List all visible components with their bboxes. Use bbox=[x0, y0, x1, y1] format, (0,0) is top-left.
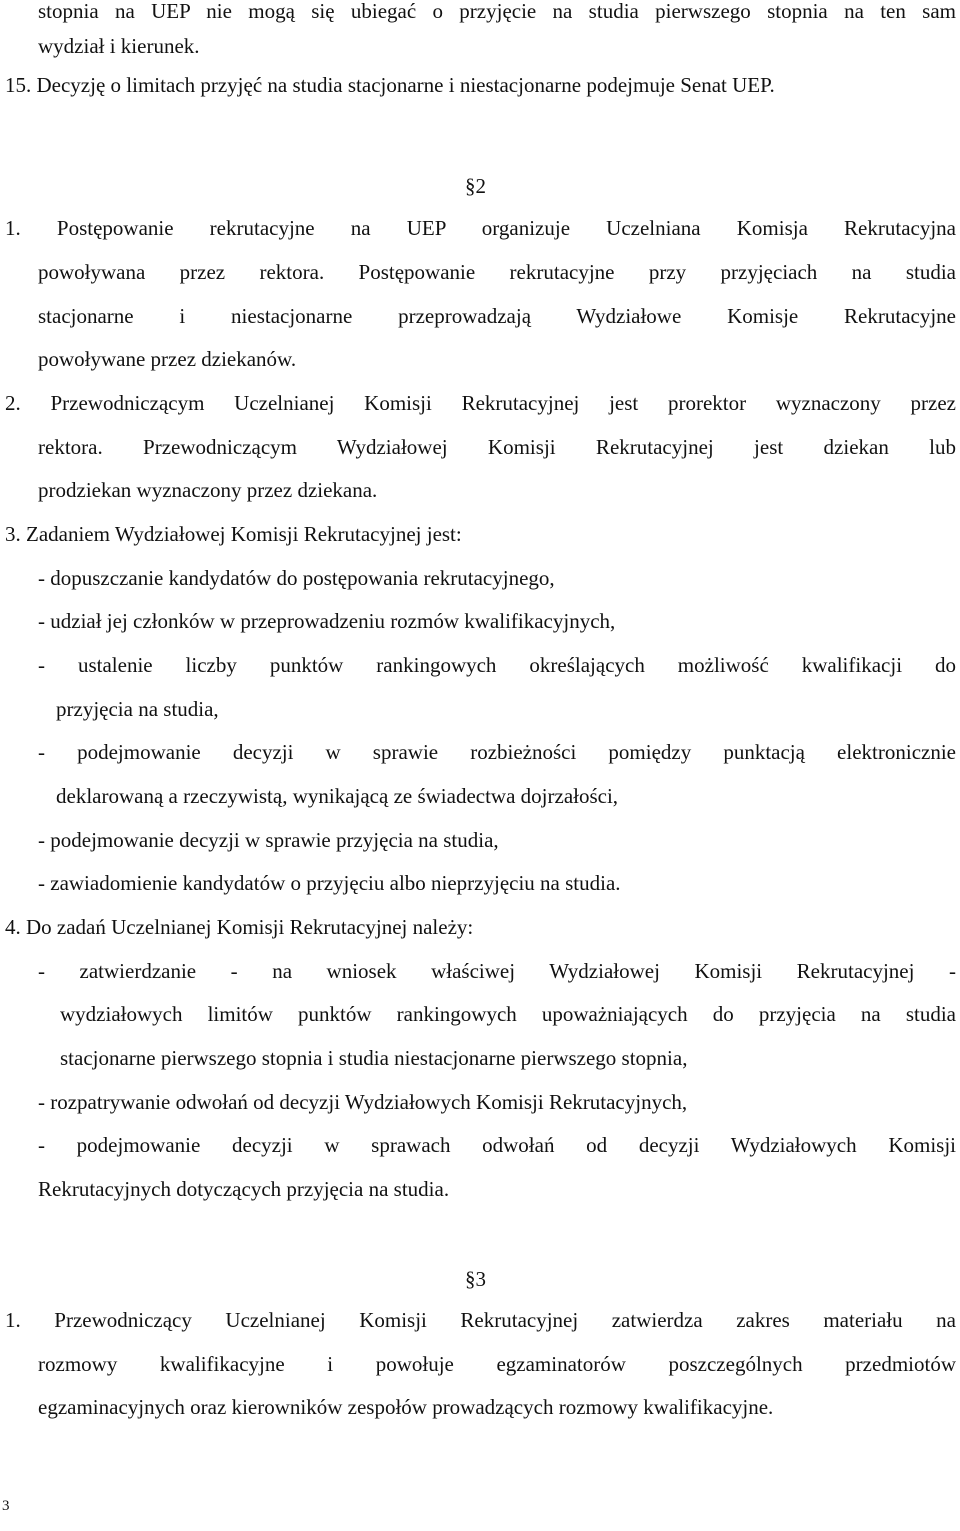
text-line: 4. Do zadań Uczelnianej Komisji Rekrutacyjnej należy: bbox=[5, 915, 474, 939]
list-item-continuation: stacjonarne pierwszego stopnia i studia niestacjonarne pierwszego stopnia, bbox=[60, 1046, 688, 1070]
list-item: - udział jej członków w przeprowadzeniu rozmów kwalifikacyjnych, bbox=[38, 609, 616, 633]
text-line: rektora. Przewodniczącym Wydziałowej Komisji Rekrutacyjnej jest dziekan lub bbox=[38, 435, 956, 459]
list-item: - dopuszczanie kandydatów do postępowania rekrutacyjnego, bbox=[38, 566, 555, 590]
list-item-continuation: wydziałowych limitów punktów rankingowych upoważniających do przyjęcia na studia bbox=[60, 1002, 956, 1026]
text-line: powoływana przez rektora. Postępowanie rekrutacyjne przy przyjęciach na studia bbox=[38, 260, 956, 284]
list-item: - rozpatrywanie odwołań od decyzji Wydziałowych Komisji Rekrutacyjnych, bbox=[38, 1090, 688, 1114]
text-line: 1. Przewodniczący Uczelnianej Komisji Rekrutacyjnej zatwierdza zakres materiału na bbox=[5, 1308, 956, 1332]
text-line: 3. Zadaniem Wydziałowej Komisji Rekrutacyjnej jest: bbox=[5, 522, 462, 546]
list-item: - zawiadomienie kandydatów o przyjęciu albo nieprzyjęciu na studia. bbox=[38, 871, 621, 895]
section-heading: §2 bbox=[465, 174, 486, 198]
list-item-continuation: przyjęcia na studia, bbox=[56, 697, 219, 721]
list-item: - podejmowanie decyzji w sprawach odwołań od decyzji Wydziałowych Komisji bbox=[38, 1133, 956, 1157]
text-line: wydział i kierunek. bbox=[38, 34, 200, 58]
list-item-continuation: Rekrutacyjnych dotyczących przyjęcia na studia. bbox=[38, 1177, 450, 1201]
text-line: powoływane przez dziekanów. bbox=[38, 347, 297, 371]
list-item: - podejmowanie decyzji w sprawie rozbieżności pomiędzy punktacją elektronicznie bbox=[38, 740, 956, 764]
list-item: - podejmowanie decyzji w sprawie przyjęcia na studia, bbox=[38, 828, 499, 852]
text-line: 15. Decyzję o limitach przyjęć na studia stacjonarne i niestacjonarne podejmuje Senat UEP. bbox=[5, 73, 775, 97]
text-line: stacjonarne i niestacjonarne przeprowadzają Wydziałowe Komisje Rekrutacyjne bbox=[38, 304, 956, 328]
list-item-continuation: deklarowaną a rzeczywistą, wynikającą ze świadectwa dojrzałości, bbox=[56, 784, 619, 808]
text-line: 1. Postępowanie rekrutacyjne na UEP organizuje Uczelniana Komisja Rekrutacyjna bbox=[5, 216, 956, 240]
list-item: - ustalenie liczby punktów rankingowych określających możliwość kwalifikacji do bbox=[38, 653, 956, 677]
text-line: egzaminacyjnych oraz kierowników zespołów prowadzących rozmowy kwalifikacyjne. bbox=[38, 1395, 774, 1419]
section-heading: §3 bbox=[465, 1267, 486, 1291]
text-line: 2. Przewodniczącym Uczelnianej Komisji Rekrutacyjnej jest prorektor wyznaczony przez bbox=[5, 391, 956, 415]
text-line: prodziekan wyznaczony przez dziekana. bbox=[38, 478, 378, 502]
list-item: - zatwierdzanie - na wniosek właściwej Wydziałowej Komisji Rekrutacyjnej - bbox=[38, 959, 956, 983]
page-number: 3 bbox=[2, 1498, 10, 1514]
text-line: stopnia na UEP nie mogą się ubiegać o przyjęcie na studia pierwszego stopnia na ten sam bbox=[38, 0, 956, 23]
text-line: rozmowy kwalifikacyjne i powołuje egzaminatorów poszczególnych przedmiotów bbox=[38, 1352, 956, 1376]
